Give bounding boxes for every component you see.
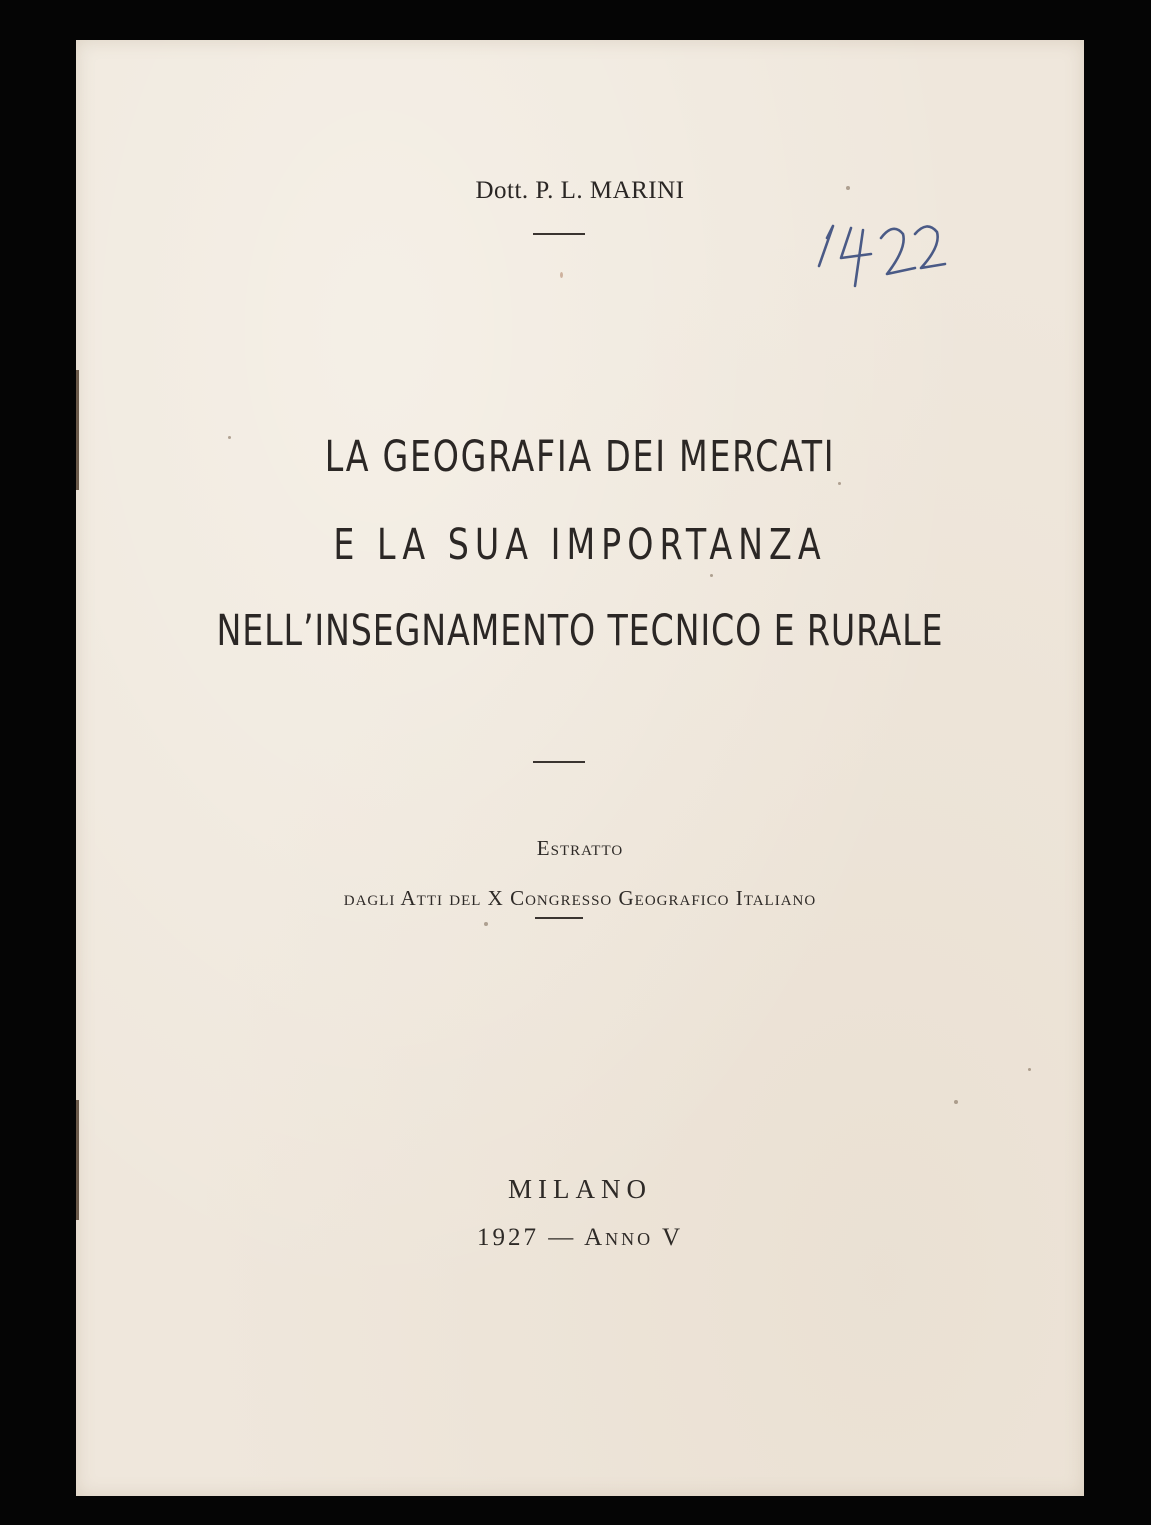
divider-rule-middle xyxy=(533,761,585,763)
paper-speck xyxy=(710,574,713,577)
paper-speck xyxy=(560,272,563,278)
paper-speck xyxy=(228,436,231,439)
divider-rule-top xyxy=(533,233,585,235)
title-line-3: NELL’INSEGNAMENTO TECNICO E RURALE xyxy=(216,606,944,656)
imprint-city: MILANO xyxy=(508,1174,652,1204)
title-line-1: LA GEOGRAFIA DEI MERCATI xyxy=(324,432,836,482)
extract-heading: Estratto xyxy=(536,836,624,860)
divider-rule-lower xyxy=(535,917,583,919)
extract-source: dagli Atti del X Congresso Geografico Italiano xyxy=(343,886,817,910)
paper-speck xyxy=(846,186,850,190)
handwritten-inventory-number xyxy=(811,208,951,298)
paper-speck xyxy=(838,482,841,485)
paper-speck xyxy=(484,922,488,926)
booklet-cover xyxy=(76,40,1084,1496)
binding-staple-top xyxy=(76,370,79,490)
paper-speck xyxy=(954,1100,958,1104)
paper-speck xyxy=(1028,1068,1031,1071)
author-name: Dott. P. L. MARINI xyxy=(475,177,685,204)
title-line-2: E LA SUA IMPORTANZA xyxy=(333,520,827,570)
imprint-year: 1927 — Anno V xyxy=(476,1224,684,1251)
